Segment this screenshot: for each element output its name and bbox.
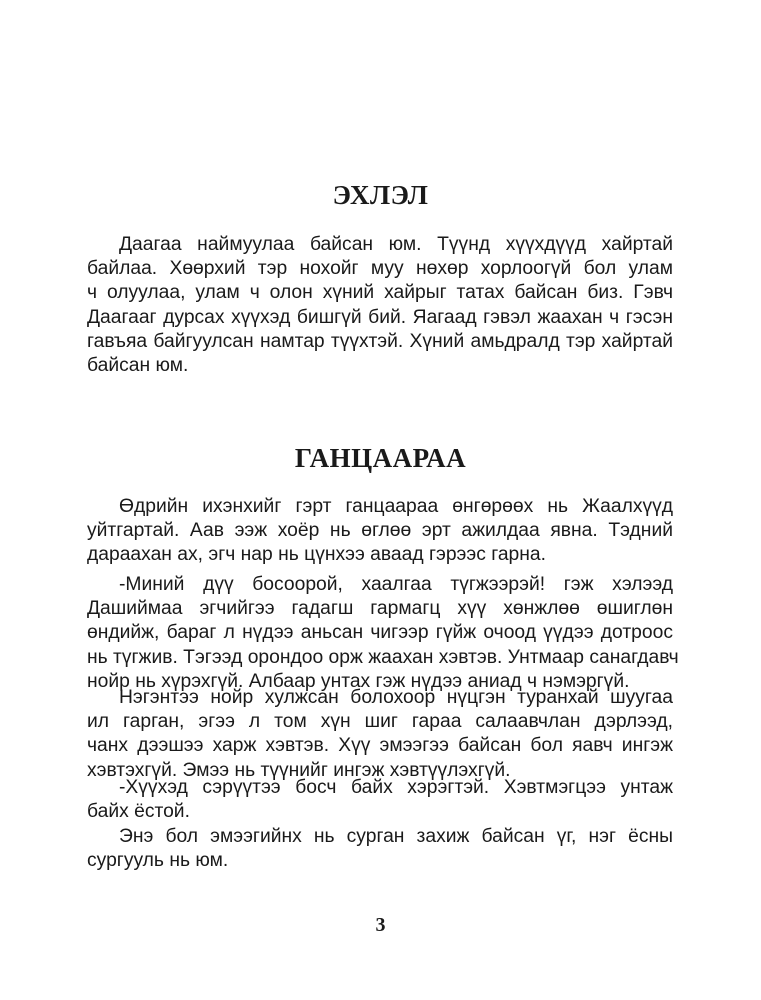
text-line: -Миний дүү босоорой, хаалгаа түгжээрэй! гэж хэлээд (119, 574, 673, 595)
text-line: нойр нь хүрэхгүй. Албаар унтах гэж нүдээ аниад ч нэмэргүй. (87, 670, 630, 692)
text-line: Энэ бол эмээгийнх нь сурган захиж байсан үг, нэг ёсны (119, 826, 673, 847)
text-line: сургууль нь юм. (87, 850, 229, 872)
text-line: уйтгартай. Аав ээж хоёр нь өглөө эрт ажилдаа явна. Тэдний (87, 520, 673, 542)
paragraph (87, 495, 673, 568)
text-line: чанх дээшээ харж хэвтэв. Хүү эмээгээ байсан бол яавч ингэж (87, 735, 673, 757)
text-line: Даагаа наймуулаа байсан юм. Түүнд хүүхдүүд хайртай (119, 234, 673, 255)
text-line: байсан юм. (87, 355, 189, 377)
text-line: өндийж, бараг л нүдээ аньсан чигээр гүйж очоод үүдээ дотроос (87, 622, 673, 644)
text-line: -Хүүхэд сэрүүтээ босч байх хэрэгтэй. Хэвтмэгцээ унтаж (119, 777, 673, 798)
paragraph (87, 776, 673, 824)
paragraph (87, 825, 673, 873)
section-title-alone: ГАНЦААРАА (294, 443, 467, 473)
text-line: гавъяа байгуулсан намтар түүхтэй. Хүний амьдралд тэр хайртай (87, 330, 673, 352)
text-line: ч олуулаа, улам ч олон хүний хайрыг татах байсан биз. Гэвч (87, 282, 673, 304)
text-line: Даагааг дурсах хүүхэд бишгүй бий. Яагаад гэвэл жаахан ч гэсэн (87, 306, 673, 328)
text-line: Дашиймаа эгчийгээ гадагш гармагц хүү хөнжлөө өшиглөн (87, 598, 673, 620)
text-line: ил гарган, эгээ л том хүн шиг гараа салаавчлан дэрлээд, (87, 711, 673, 733)
paragraph (87, 573, 679, 694)
text-line: нь түгжив. Тэгээд орондоо орж жаахан хэвтэв. Унтмаар санагдавч (87, 646, 679, 668)
text-line: Өдрийн ихэнхийг гэрт ганцаараа өнгөрөөх нь Жаалхүүд (119, 496, 673, 517)
text-line: дараахан ах, эгч нар нь цүнхээ аваад гэрээс гарна. (87, 544, 547, 566)
paragraph (87, 686, 673, 783)
text-line: хэвтэхгүй. Эмээ нь түүнийг ингэж хэвтүүлэхгүй. (87, 759, 511, 781)
text-line: байх ёстой. (87, 801, 190, 823)
section-title-intro: ЭХЛЭЛ (332, 180, 429, 210)
text-line: байлаа. Хөөрхий тэр нохойг муу нөхөр хорлоогүй бол улам (87, 258, 673, 280)
page-number: 3 (375, 914, 386, 936)
text-line: Нэгэнтээ нойр хулжсан болохоор нүцгэн туранхай шуугаа (119, 687, 673, 708)
paragraph (87, 233, 673, 378)
